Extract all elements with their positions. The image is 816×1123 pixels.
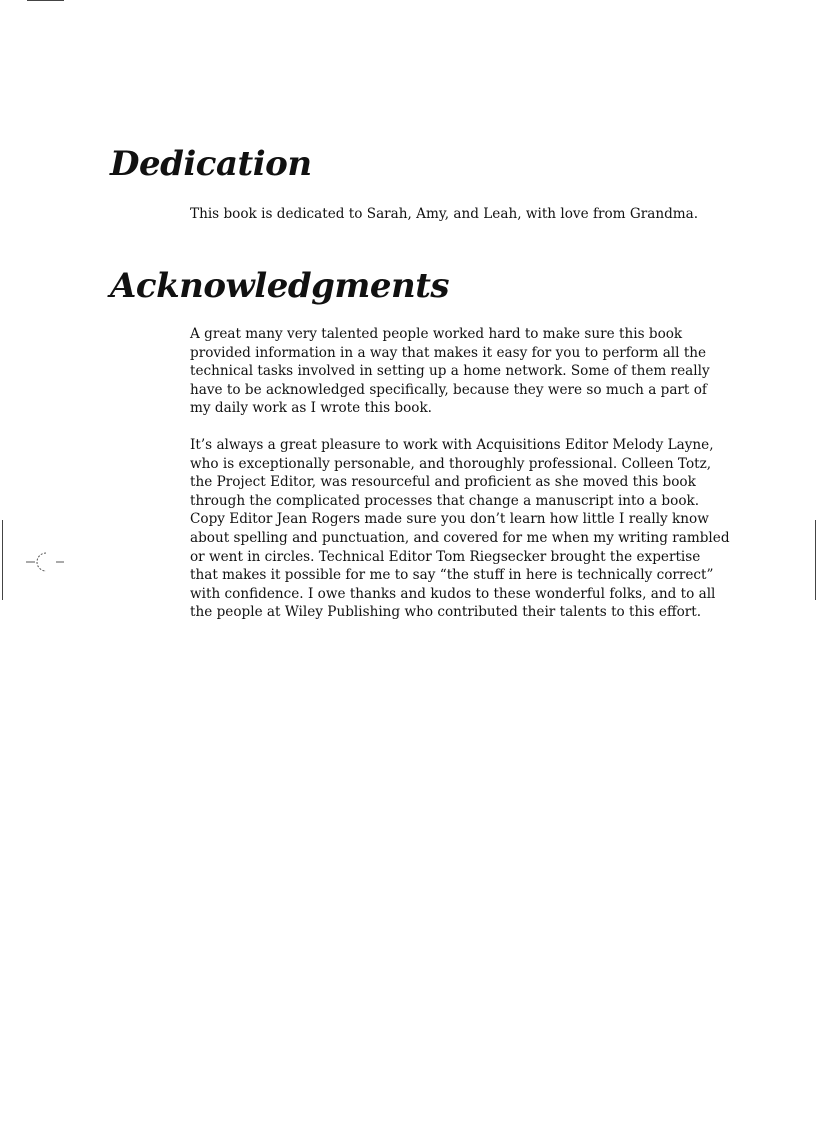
paragraph-line: or went in circles. Technical Editor Tom Riegsecker brought the expertise: [190, 548, 701, 565]
registration-mark-icon: [26, 549, 66, 575]
paragraph-line: provided information in a way that makes it easy for you to perform all the: [190, 344, 707, 361]
paragraph-line: with confidence. I owe thanks and kudos to these wonderful folks, and to all: [190, 585, 716, 602]
dedication-text: This book is dedicated to Sarah, Amy, and Leah, with love from Grandma.: [190, 206, 699, 222]
paragraph-line: the Project Editor, was resourceful and proficient as she moved this book: [190, 474, 696, 491]
paragraph-line: technical tasks involved in setting up a home network. Some of them really: [190, 363, 710, 380]
paragraph-line: about spelling and punctuation, and covered for me when my writing rambled: [190, 529, 730, 546]
dedication-heading: Dedication: [110, 144, 312, 184]
paragraph-line: the people at Wiley Publishing who contributed their talents to this effort.: [190, 604, 702, 621]
paragraph-line: A great many very talented people worked hard to make sure this book: [190, 326, 683, 342]
paragraph-line: that makes it possible for me to say “the stuff in here is technically correct”: [190, 567, 714, 584]
crop-mark-left: [2, 520, 3, 600]
acknowledgments-paragraph-2: [190, 436, 730, 622]
paragraph-line: who is exceptionally personable, and thoroughly professional. Colleen Totz,: [190, 455, 712, 472]
paragraph-line: It’s always a great pleasure to work with Acquisitions Editor Melody Layne,: [190, 437, 714, 453]
acknowledgments-paragraph-1: [190, 325, 710, 418]
acknowledgments-heading: Acknowledgments: [110, 266, 450, 306]
paragraph-line: have to be acknowledged specifically, because they were so much a part of: [190, 381, 707, 398]
crop-mark-top: [27, 0, 64, 1]
paragraph-line: through the complicated processes that change a manuscript into a book.: [190, 492, 700, 509]
paragraph-line: my daily work as I wrote this book.: [190, 400, 432, 417]
paragraph-line: Copy Editor Jean Rogers made sure you don’t learn how little I really know: [190, 511, 709, 528]
